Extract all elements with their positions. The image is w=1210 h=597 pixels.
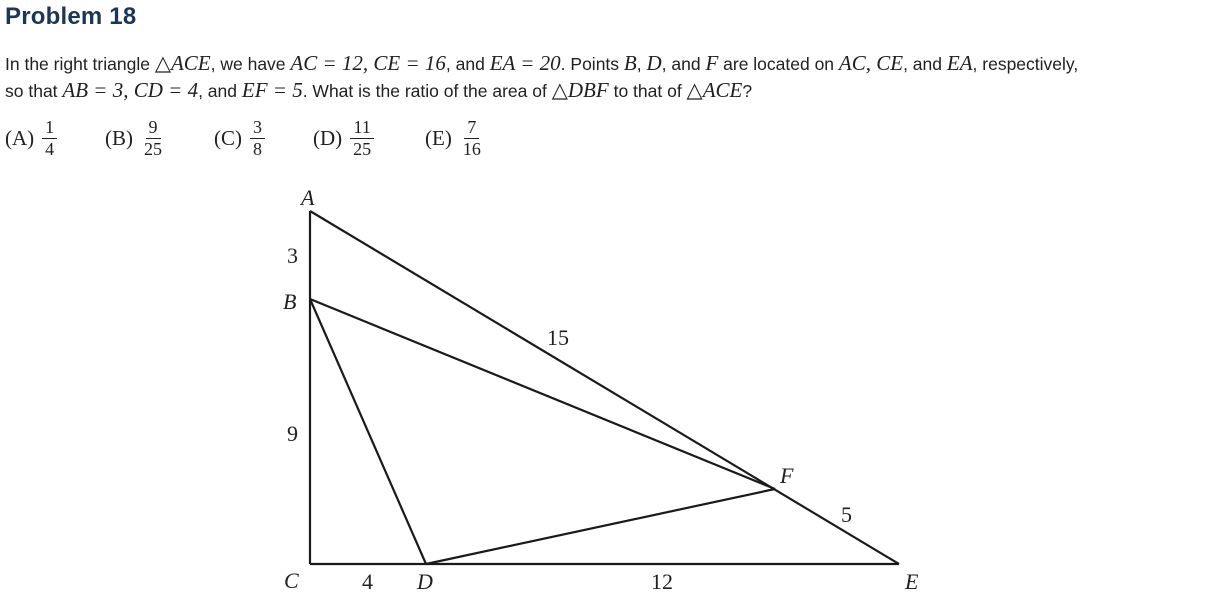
segment-label-ab: 3 bbox=[287, 243, 298, 268]
statement-text: , bbox=[636, 54, 647, 74]
segment-ea bbox=[310, 211, 899, 564]
statement-text: are located on bbox=[718, 54, 839, 74]
segment-label-bc: 9 bbox=[287, 421, 298, 446]
math-expression: △DBF bbox=[551, 78, 609, 102]
vertex-label-d: D bbox=[417, 569, 433, 594]
fraction-denominator: 16 bbox=[462, 138, 481, 159]
statement-text: to that of bbox=[608, 81, 687, 101]
choice-letter: (E) bbox=[425, 125, 452, 150]
vertex-label-c: C bbox=[284, 568, 299, 593]
statement-text: , respectively, bbox=[972, 54, 1079, 74]
math-expression: △ACE bbox=[154, 51, 211, 75]
statement-text: , and bbox=[661, 54, 706, 74]
segment-label-cd: 4 bbox=[362, 569, 373, 594]
page-title: Problem 18 bbox=[5, 3, 137, 30]
fraction-numerator: 1 bbox=[42, 117, 57, 139]
segment-label-fe: 5 bbox=[841, 502, 852, 527]
statement-text: , and bbox=[445, 54, 490, 74]
fraction-numerator: 7 bbox=[464, 117, 479, 139]
statement-text: , and bbox=[903, 54, 947, 74]
fraction-denominator: 25 bbox=[353, 138, 372, 159]
segment-label-de: 12 bbox=[651, 569, 673, 594]
vertex-label-a: A bbox=[301, 185, 315, 210]
math-expression: F bbox=[705, 51, 719, 75]
math-expression: EF = 5 bbox=[241, 78, 303, 102]
fraction-numerator: 11 bbox=[350, 117, 373, 139]
math-expression: B bbox=[623, 51, 637, 75]
math-expression: AC, CE bbox=[838, 51, 904, 75]
choice-letter: (D) bbox=[313, 125, 343, 150]
statement-text: . Points bbox=[560, 54, 624, 74]
vertex-label-e: E bbox=[905, 569, 919, 594]
math-expression: △ACE bbox=[686, 78, 743, 102]
vertex-label-f: F bbox=[780, 463, 794, 488]
fraction-denominator: 8 bbox=[253, 138, 262, 159]
statement-text: so that bbox=[5, 81, 63, 101]
fraction-denominator: 4 bbox=[45, 138, 55, 159]
choice-letter: (C) bbox=[214, 125, 242, 150]
math-expression: AC = 12, CE = 16 bbox=[290, 51, 446, 75]
statement-text: In the right triangle bbox=[5, 54, 155, 74]
statement-text: ? bbox=[742, 81, 753, 101]
math-expression: EA = 20 bbox=[489, 51, 561, 75]
vertex-label-b: B bbox=[283, 289, 297, 314]
statement-text: , we have bbox=[210, 54, 291, 74]
fraction-numerator: 3 bbox=[250, 117, 265, 139]
math-expression: EA bbox=[946, 51, 973, 75]
math-expression: AB = 3, CD = 4 bbox=[62, 78, 199, 102]
choice-letter: (B) bbox=[105, 125, 133, 150]
fraction-numerator: 9 bbox=[146, 117, 161, 139]
fraction-denominator: 25 bbox=[144, 138, 162, 159]
segment-df bbox=[426, 489, 775, 564]
segment-label-af: 15 bbox=[547, 325, 569, 350]
statement-text: , and bbox=[198, 81, 242, 101]
math-expression: D bbox=[646, 51, 662, 75]
choice-letter: (A) bbox=[5, 125, 35, 150]
statement-text: . What is the ratio of the area of bbox=[302, 81, 552, 101]
